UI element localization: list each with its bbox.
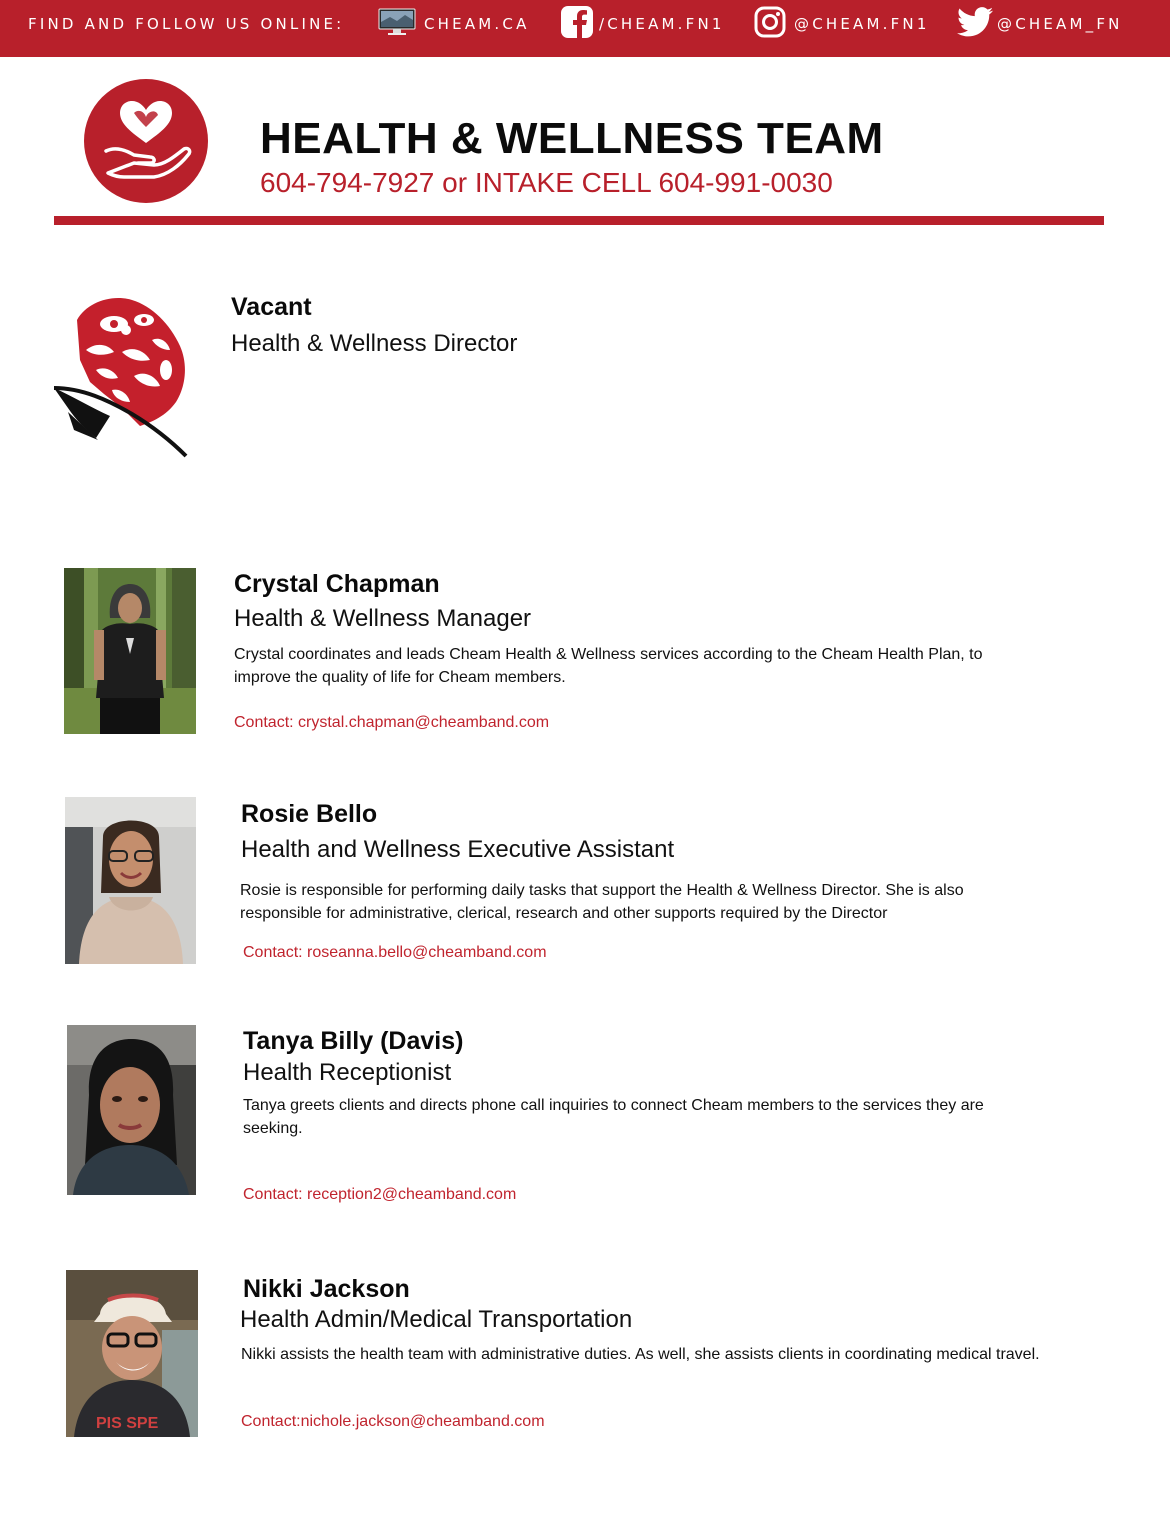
- instagram-link[interactable]: [754, 0, 930, 48]
- computer-icon: [378, 8, 416, 41]
- member-name: Nikki Jackson: [243, 1275, 410, 1303]
- instagram-icon: [754, 6, 786, 43]
- facebook-text: /CHEAM.FN1: [599, 15, 725, 33]
- follow-label-wrap: [28, 0, 344, 48]
- member-name: Vacant: [231, 293, 312, 321]
- member-description: Nikki assists the health team with administrative duties. As well, she assists clients in coordinating medical travel.: [241, 1346, 1040, 1363]
- member-photo: [65, 797, 196, 964]
- member-photo: [67, 1025, 196, 1195]
- member-role: Health Admin/Medical Transportation: [240, 1306, 633, 1333]
- member-role: Health Receptionist: [243, 1059, 452, 1086]
- contact-phone: 604-794-7927 or INTAKE CELL 604-991-0030: [260, 167, 833, 198]
- member-photo: [64, 568, 196, 734]
- twitter-link[interactable]: [957, 0, 1123, 48]
- member-role: Health & Wellness Director: [231, 330, 518, 357]
- member-photo: [66, 1270, 198, 1437]
- health-logo: [84, 79, 208, 203]
- twitter-text: @CHEAM_FN: [997, 15, 1123, 33]
- member-contact-email[interactable]: Contact: roseanna.bello@cheamband.com: [243, 944, 547, 961]
- member-contact-email[interactable]: Contact: crystal.chapman@cheamband.com: [234, 714, 550, 731]
- website-text: CHEAM.CA: [424, 15, 530, 33]
- facebook-link[interactable]: [561, 0, 725, 48]
- header-divider: [54, 216, 1104, 225]
- member-name: Rosie Bello: [241, 800, 378, 828]
- member-role: Health and Wellness Executive Assistant: [241, 836, 675, 863]
- member-description: Rosie is responsible for performing daily tasks that support the Health & Wellness Director. She is also responsible for administrative, clerical, research and other supports required by the Director: [240, 882, 964, 922]
- cheam-artwork-image: [52, 290, 192, 462]
- website-link[interactable]: [378, 0, 530, 48]
- follow-label: FIND AND FOLLOW US ONLINE:: [28, 15, 345, 33]
- svg-text:PIS SPE: PIS SPE: [96, 1415, 159, 1432]
- member-contact-email[interactable]: Contact:nichole.jackson@cheamband.com: [241, 1413, 545, 1430]
- member-contact-email[interactable]: Contact: reception2@cheamband.com: [243, 1186, 517, 1203]
- member-name: Tanya Billy (Davis): [243, 1027, 464, 1055]
- member-name: Crystal Chapman: [234, 570, 440, 598]
- page-title: HEALTH & WELLNESS TEAM: [260, 114, 884, 163]
- instagram-text: @CHEAM.FN1: [794, 15, 930, 33]
- member-description: Crystal coordinates and leads Cheam Health & Wellness services according to the Cheam Health Plan, to improve the quality of life for Cheam members.: [234, 646, 983, 686]
- social-bar: [0, 0, 1170, 57]
- member-role: Health & Wellness Manager: [234, 605, 532, 632]
- facebook-icon: [561, 6, 593, 43]
- twitter-icon: [957, 7, 993, 42]
- member-description: Tanya greets clients and directs phone call inquiries to connect Cheam members to the services they are seeking.: [243, 1097, 984, 1137]
